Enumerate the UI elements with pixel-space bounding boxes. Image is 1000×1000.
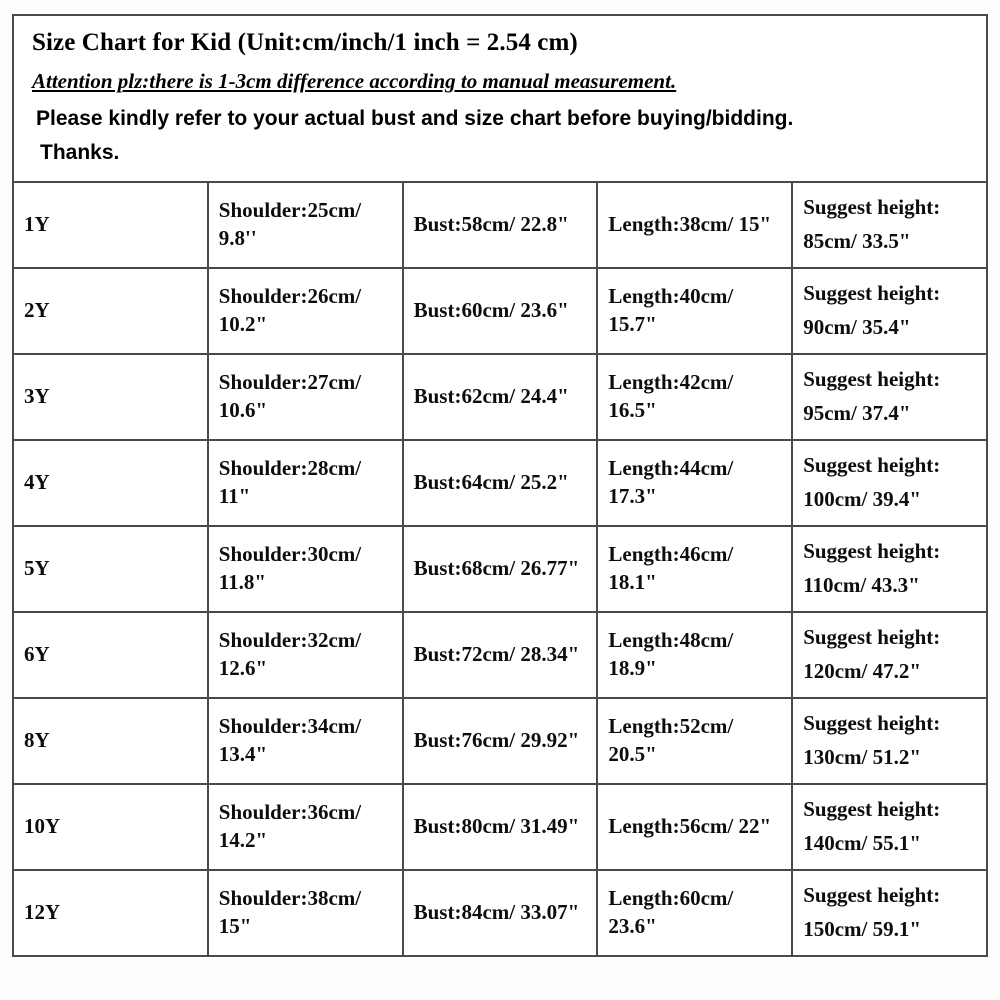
suggest-height-label: Suggest height: [803, 367, 941, 392]
row-length: Length:60cm/ 23.6" [597, 870, 792, 956]
suggest-height-label: Suggest height: [803, 883, 941, 908]
row-suggest-height [792, 870, 987, 956]
measurement-note: Attention plz:there is 1-3cm difference according to manual measurement. [32, 69, 677, 93]
suggest-height-value: 150cm/ 59.1" [803, 917, 921, 942]
row-size-label: 8Y [13, 698, 208, 784]
row-size-label: 12Y [13, 870, 208, 956]
thanks-note: Thanks. [40, 141, 120, 165]
row-size-label: 6Y [13, 612, 208, 698]
table-row [13, 698, 987, 784]
refer-note: Please kindly refer to your actual bust and size chart before buying/bidding. [36, 106, 794, 130]
row-length: Length:52cm/ 20.5" [597, 698, 792, 784]
row-bust: Bust:58cm/ 22.8" [403, 182, 598, 268]
row-shoulder: Shoulder:30cm/ 11.8" [208, 526, 403, 612]
row-bust: Bust:68cm/ 26.77" [403, 526, 598, 612]
row-suggest-height [792, 698, 987, 784]
chart-header [13, 15, 987, 182]
row-suggest-height [792, 354, 987, 440]
row-shoulder: Shoulder:38cm/ 15" [208, 870, 403, 956]
suggest-height-value: 90cm/ 35.4" [803, 315, 911, 340]
row-suggest-height [792, 440, 987, 526]
suggest-height-label: Suggest height: [803, 625, 941, 650]
table-row [13, 526, 987, 612]
row-length: Length:46cm/ 18.1" [597, 526, 792, 612]
row-length: Length:42cm/ 16.5" [597, 354, 792, 440]
size-chart-table [12, 14, 988, 957]
suggest-height-value: 95cm/ 37.4" [803, 401, 911, 426]
row-size-label: 2Y [13, 268, 208, 354]
row-length: Length:56cm/ 22" [597, 784, 792, 870]
row-size-label: 3Y [13, 354, 208, 440]
row-suggest-height [792, 526, 987, 612]
suggest-height-value: 100cm/ 39.4" [803, 487, 921, 512]
suggest-height-label: Suggest height: [803, 195, 941, 220]
table-row [13, 268, 987, 354]
row-size-label: 1Y [13, 182, 208, 268]
row-shoulder: Shoulder:26cm/ 10.2" [208, 268, 403, 354]
suggest-height-value: 120cm/ 47.2" [803, 659, 921, 684]
row-bust: Bust:76cm/ 29.92" [403, 698, 598, 784]
header-row [13, 15, 987, 182]
row-bust: Bust:60cm/ 23.6" [403, 268, 598, 354]
row-shoulder: Shoulder:34cm/ 13.4" [208, 698, 403, 784]
row-length: Length:40cm/ 15.7" [597, 268, 792, 354]
suggest-height-label: Suggest height: [803, 711, 941, 736]
suggest-height-label: Suggest height: [803, 453, 941, 478]
row-length: Length:44cm/ 17.3" [597, 440, 792, 526]
row-bust: Bust:84cm/ 33.07" [403, 870, 598, 956]
suggest-height-value: 110cm/ 43.3" [803, 573, 920, 598]
suggest-height-label: Suggest height: [803, 797, 941, 822]
row-shoulder: Shoulder:28cm/ 11" [208, 440, 403, 526]
row-size-label: 5Y [13, 526, 208, 612]
row-bust: Bust:72cm/ 28.34" [403, 612, 598, 698]
row-size-label: 4Y [13, 440, 208, 526]
row-bust: Bust:62cm/ 24.4" [403, 354, 598, 440]
row-suggest-height [792, 784, 987, 870]
row-suggest-height [792, 268, 987, 354]
row-shoulder: Shoulder:25cm/ 9.8'' [208, 182, 403, 268]
suggest-height-value: 85cm/ 33.5" [803, 229, 911, 254]
row-shoulder: Shoulder:27cm/ 10.6" [208, 354, 403, 440]
table-row [13, 612, 987, 698]
suggest-height-value: 140cm/ 55.1" [803, 831, 921, 856]
suggest-height-value: 130cm/ 51.2" [803, 745, 921, 770]
chart-title: Size Chart for Kid (Unit:cm/inch/1 inch = 2.54 cm) [32, 29, 578, 56]
table-row [13, 182, 987, 268]
row-length: Length:48cm/ 18.9" [597, 612, 792, 698]
table-row [13, 870, 987, 956]
row-bust: Bust:64cm/ 25.2" [403, 440, 598, 526]
row-bust: Bust:80cm/ 31.49" [403, 784, 598, 870]
suggest-height-label: Suggest height: [803, 281, 941, 306]
row-shoulder: Shoulder:36cm/ 14.2" [208, 784, 403, 870]
row-suggest-height [792, 182, 987, 268]
table-row [13, 784, 987, 870]
table-row [13, 440, 987, 526]
row-suggest-height [792, 612, 987, 698]
row-shoulder: Shoulder:32cm/ 12.6" [208, 612, 403, 698]
row-length: Length:38cm/ 15" [597, 182, 792, 268]
row-size-label: 10Y [13, 784, 208, 870]
table-row [13, 354, 987, 440]
suggest-height-label: Suggest height: [803, 539, 941, 564]
